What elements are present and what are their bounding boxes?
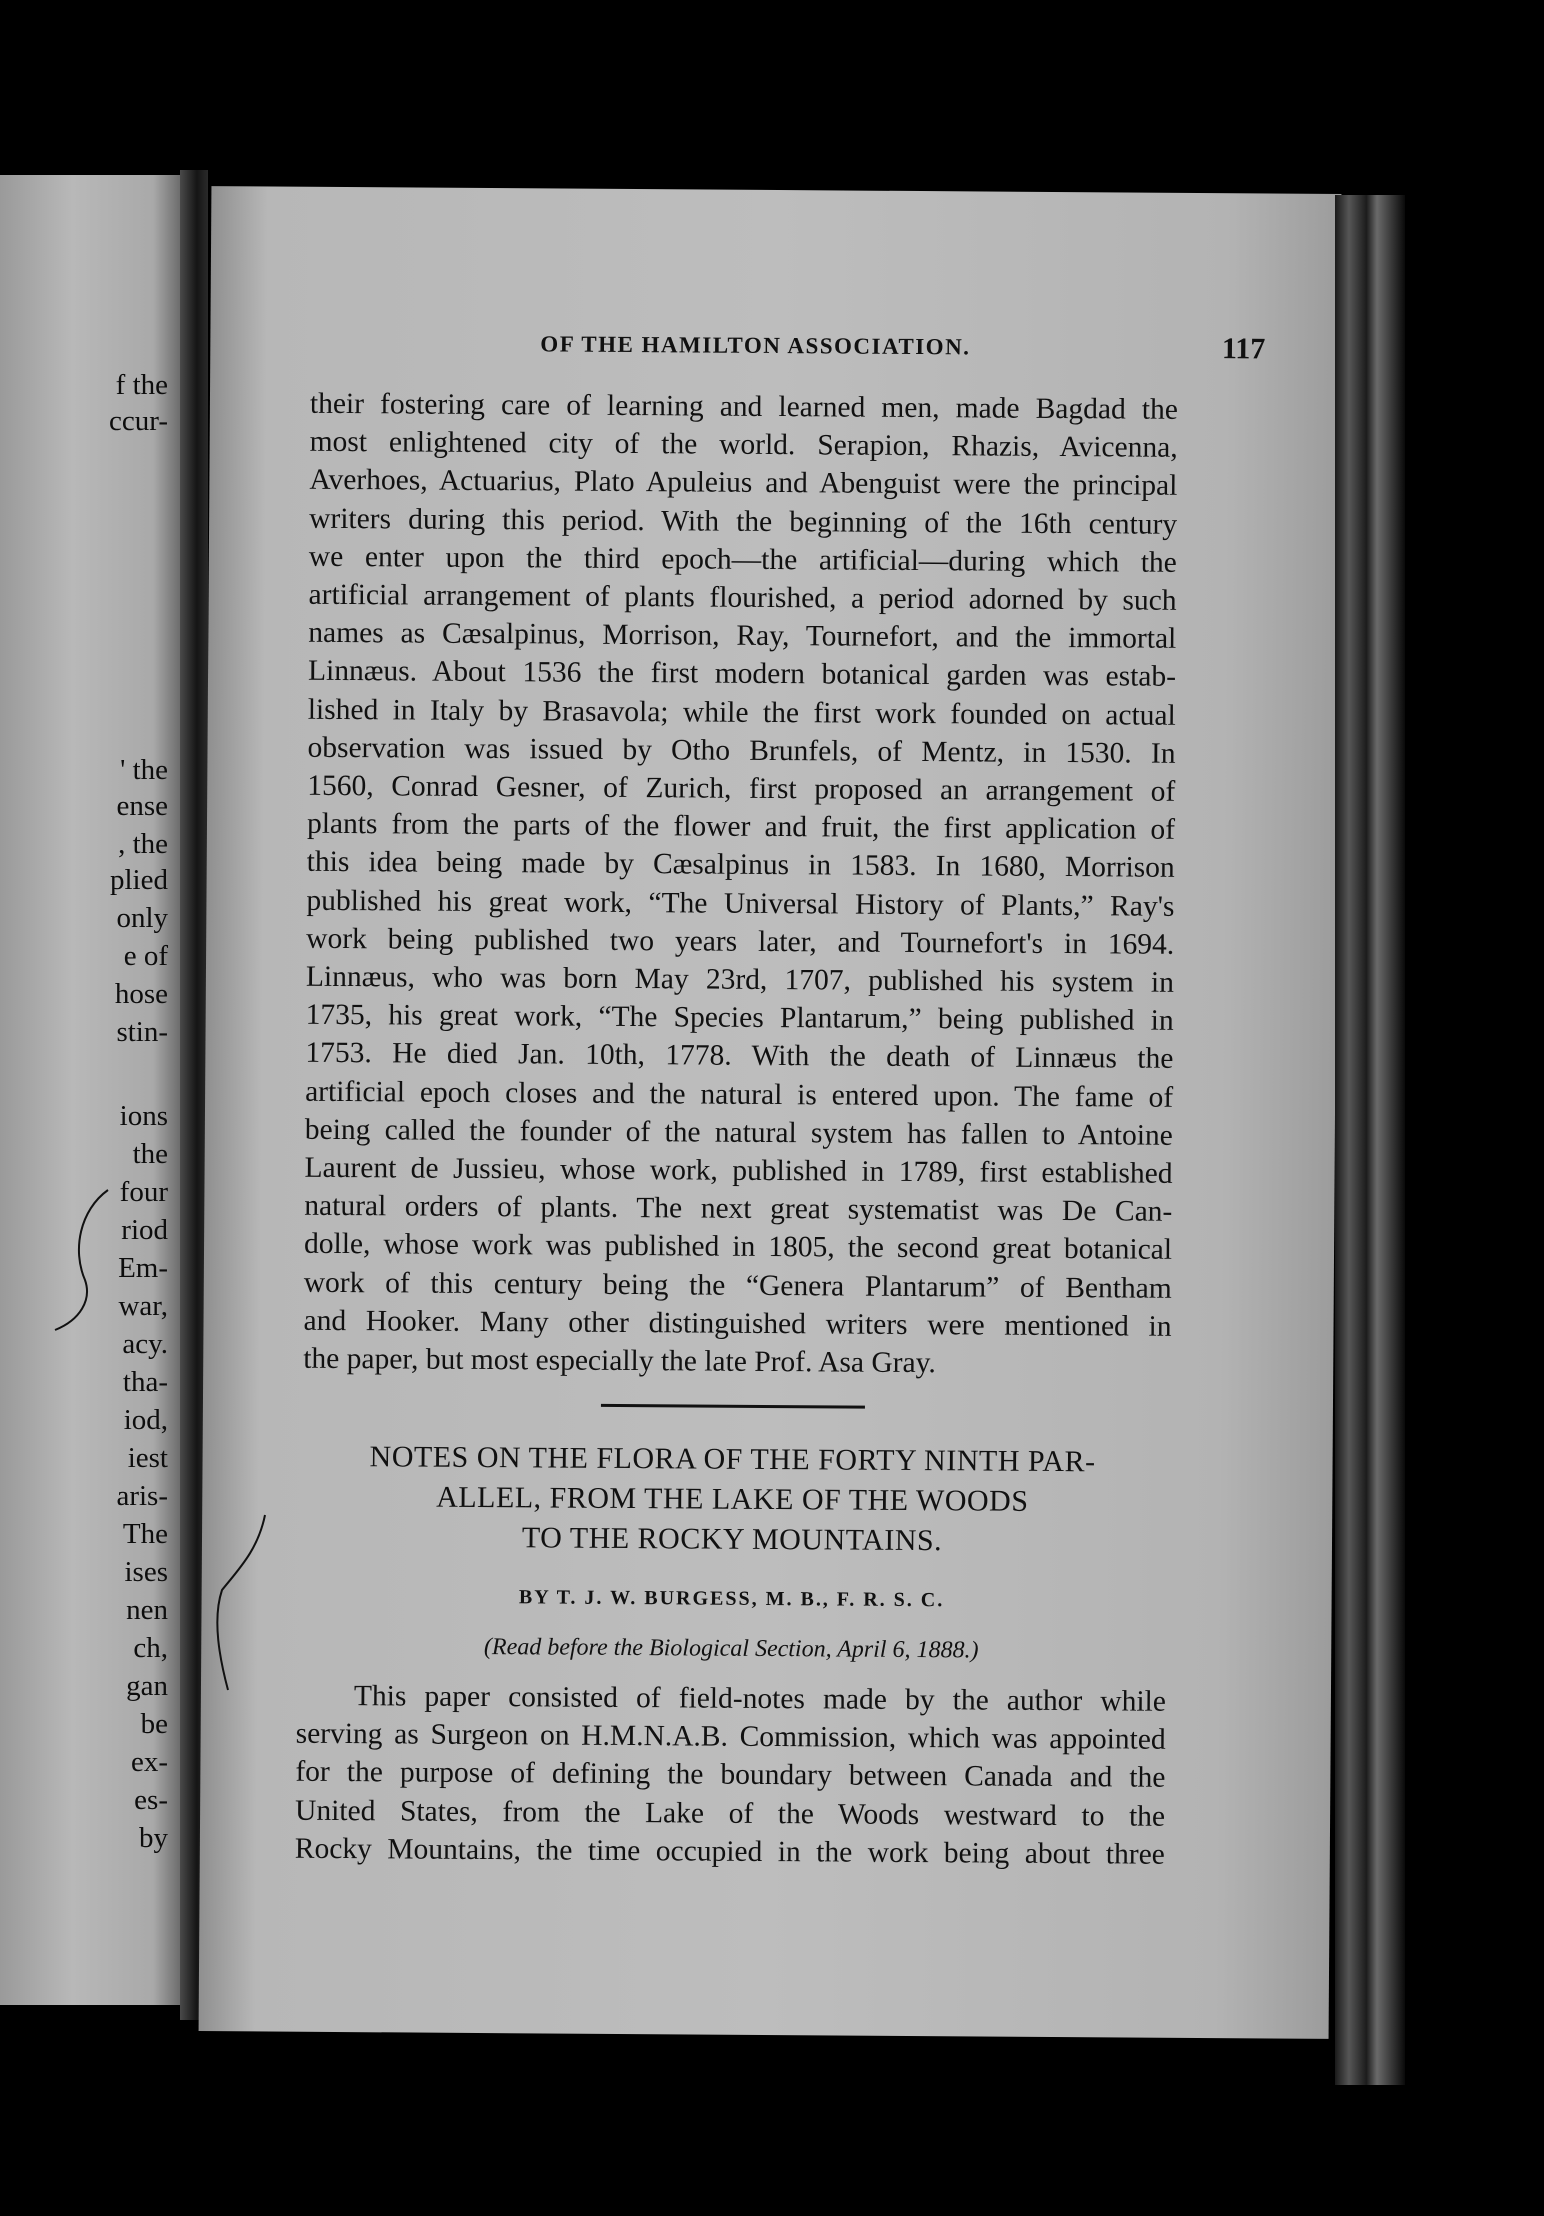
body-line: most enlightened city of the world. Serapion, Rhazis, Avicenna,	[309, 425, 1178, 465]
left-page-line: tha-	[122, 1366, 168, 1398]
left-page-line: ions	[119, 1100, 168, 1132]
body-line: being called the founder of the natural system has fallen to Antoine	[304, 1113, 1173, 1152]
left-page-line: f the	[115, 369, 168, 401]
left-page-line: Em-	[118, 1252, 168, 1284]
page-number: 117	[1221, 332, 1266, 366]
left-page-line: ch,	[133, 1632, 168, 1664]
left-page-line: ccur-	[109, 405, 168, 437]
body-line: we enter upon the third epoch—the artificial—during which the	[308, 540, 1177, 579]
book-right-edge	[1335, 195, 1405, 2085]
body-line: Laurent de Jussieu, whose work, published in 1789, first established	[304, 1151, 1173, 1190]
body-line: artificial epoch closes and the natural is entered upon. The fame of	[305, 1075, 1174, 1114]
article-line: Rocky Mountains, the time occupied in the work being about three	[294, 1832, 1165, 1871]
left-facing-page	[0, 175, 180, 2005]
running-head: OF THE HAMILTON ASSOCIATION.	[540, 331, 971, 360]
body-line: the paper, but most especially the late Prof. Asa Gray.	[303, 1342, 936, 1380]
title-line: NOTES ON THE FLORA OF THE FORTY NINTH PAR-	[369, 1440, 1096, 1479]
article-paragraph	[295, 1677, 1166, 1874]
body-line: 1735, his great work, “The Species Plantarum,” being published in	[305, 999, 1174, 1038]
body-line: dolle, whose work was published in 1805, the second great botanical	[303, 1228, 1173, 1267]
article-line: United States, from the Lake of the Woods westward to the	[295, 1794, 1166, 1833]
article-byline: BY T. J. W. BURGESS, M. B., F. R. S. C.	[518, 1586, 945, 1612]
left-page-line: ex-	[130, 1746, 168, 1778]
body-line: writers during this period. With the beginning of the 16th century	[309, 502, 1178, 541]
left-page-line: The	[122, 1518, 168, 1550]
left-page-line: , the	[118, 828, 168, 860]
article-line: for the purpose of defining the boundary between Canada and the	[295, 1756, 1166, 1795]
body-line: and Hooker. Many other distinguished writers were mentioned in	[303, 1304, 1172, 1343]
body-line: lished in Italy by Brasavola; while the first work founded on actual	[307, 693, 1176, 732]
left-page-line: iod,	[123, 1404, 168, 1436]
left-page-line: ' the	[120, 754, 168, 786]
article-line: This paper consisted of field-notes made by the author while	[353, 1680, 1167, 1718]
left-page-line: es-	[134, 1784, 168, 1816]
body-line: observation was issued by Otho Brunfels, of Mentz, in 1530. In	[307, 731, 1176, 770]
body-line: their fostering care of learning and learned men, made Bagdad the	[309, 387, 1179, 426]
left-page-line: stin-	[116, 1016, 168, 1048]
body-line: names as Cæsalpinus, Morrison, Ray, Tournefort, and the immortal	[308, 616, 1177, 656]
body-line: 1753. He died Jan. 10th, 1778. With the death of Linnæus the	[305, 1037, 1174, 1076]
section-divider	[601, 1404, 865, 1409]
body-line: published his great work, “The Universal History of Plants,” Ray's	[306, 884, 1175, 923]
body-line: this idea being made by Cæsalpinus in 1583. In 1680, Morrison	[306, 846, 1175, 885]
left-page-line: hose	[114, 978, 168, 1010]
page-header	[302, 330, 1300, 377]
title-line: ALLEL, FROM THE LAKE OF THE WOODS	[436, 1480, 1029, 1518]
body-line: plants from the parts of the flower and fruit, the first application of	[306, 807, 1176, 847]
left-page-line: e of	[123, 940, 168, 972]
left-page-line: ises	[124, 1556, 168, 1588]
body-paragraph	[303, 385, 1178, 1384]
body-line: 1560, Conrad Gesner, of Zurich, first proposed an arrangement of	[307, 769, 1176, 808]
body-line: natural orders of plants. The next great systematist was De Can-	[304, 1190, 1173, 1229]
left-page-line: riod	[121, 1214, 168, 1246]
left-page-line: acy.	[122, 1328, 168, 1360]
body-line: Linnæus. About 1536 the first modern botanical garden was estab-	[307, 655, 1177, 694]
left-page-line: war,	[118, 1290, 168, 1322]
article-title	[292, 1437, 1173, 1563]
article-line: serving as Surgeon on H.M.N.A.B. Commission, which was appointed	[295, 1717, 1166, 1756]
body-line: artificial arrangement of plants flourished, a period adorned by such	[308, 578, 1177, 617]
left-page-line: only	[116, 902, 168, 934]
left-page-line: be	[140, 1708, 168, 1740]
left-page-line: aris-	[116, 1480, 168, 1512]
read-note: (Read before the Biological Section, April 6, 1888.)	[483, 1634, 979, 1664]
left-page-line: gan	[126, 1670, 168, 1702]
body-line: work of this century being the “Genera Plantarum” of Bentham	[303, 1266, 1172, 1305]
left-page-line: nen	[126, 1594, 168, 1626]
page-117	[199, 186, 1342, 2039]
body-line: Linnæus, who was born May 23rd, 1707, published his system in	[305, 960, 1175, 999]
left-page-line: by	[139, 1822, 168, 1854]
body-line: work being published two years later, and Tournefort's in 1694.	[306, 922, 1175, 961]
left-page-line: four	[119, 1176, 168, 1208]
left-page-line: plied	[110, 864, 168, 896]
body-line: Averhoes, Actuarius, Plato Apuleius and Abenguist were the principal	[309, 464, 1178, 503]
left-page-line: the	[132, 1138, 168, 1170]
left-page-line: ense	[116, 790, 168, 822]
title-line: TO THE ROCKY MOUNTAINS.	[521, 1521, 943, 1558]
left-page-line: iest	[127, 1442, 168, 1474]
